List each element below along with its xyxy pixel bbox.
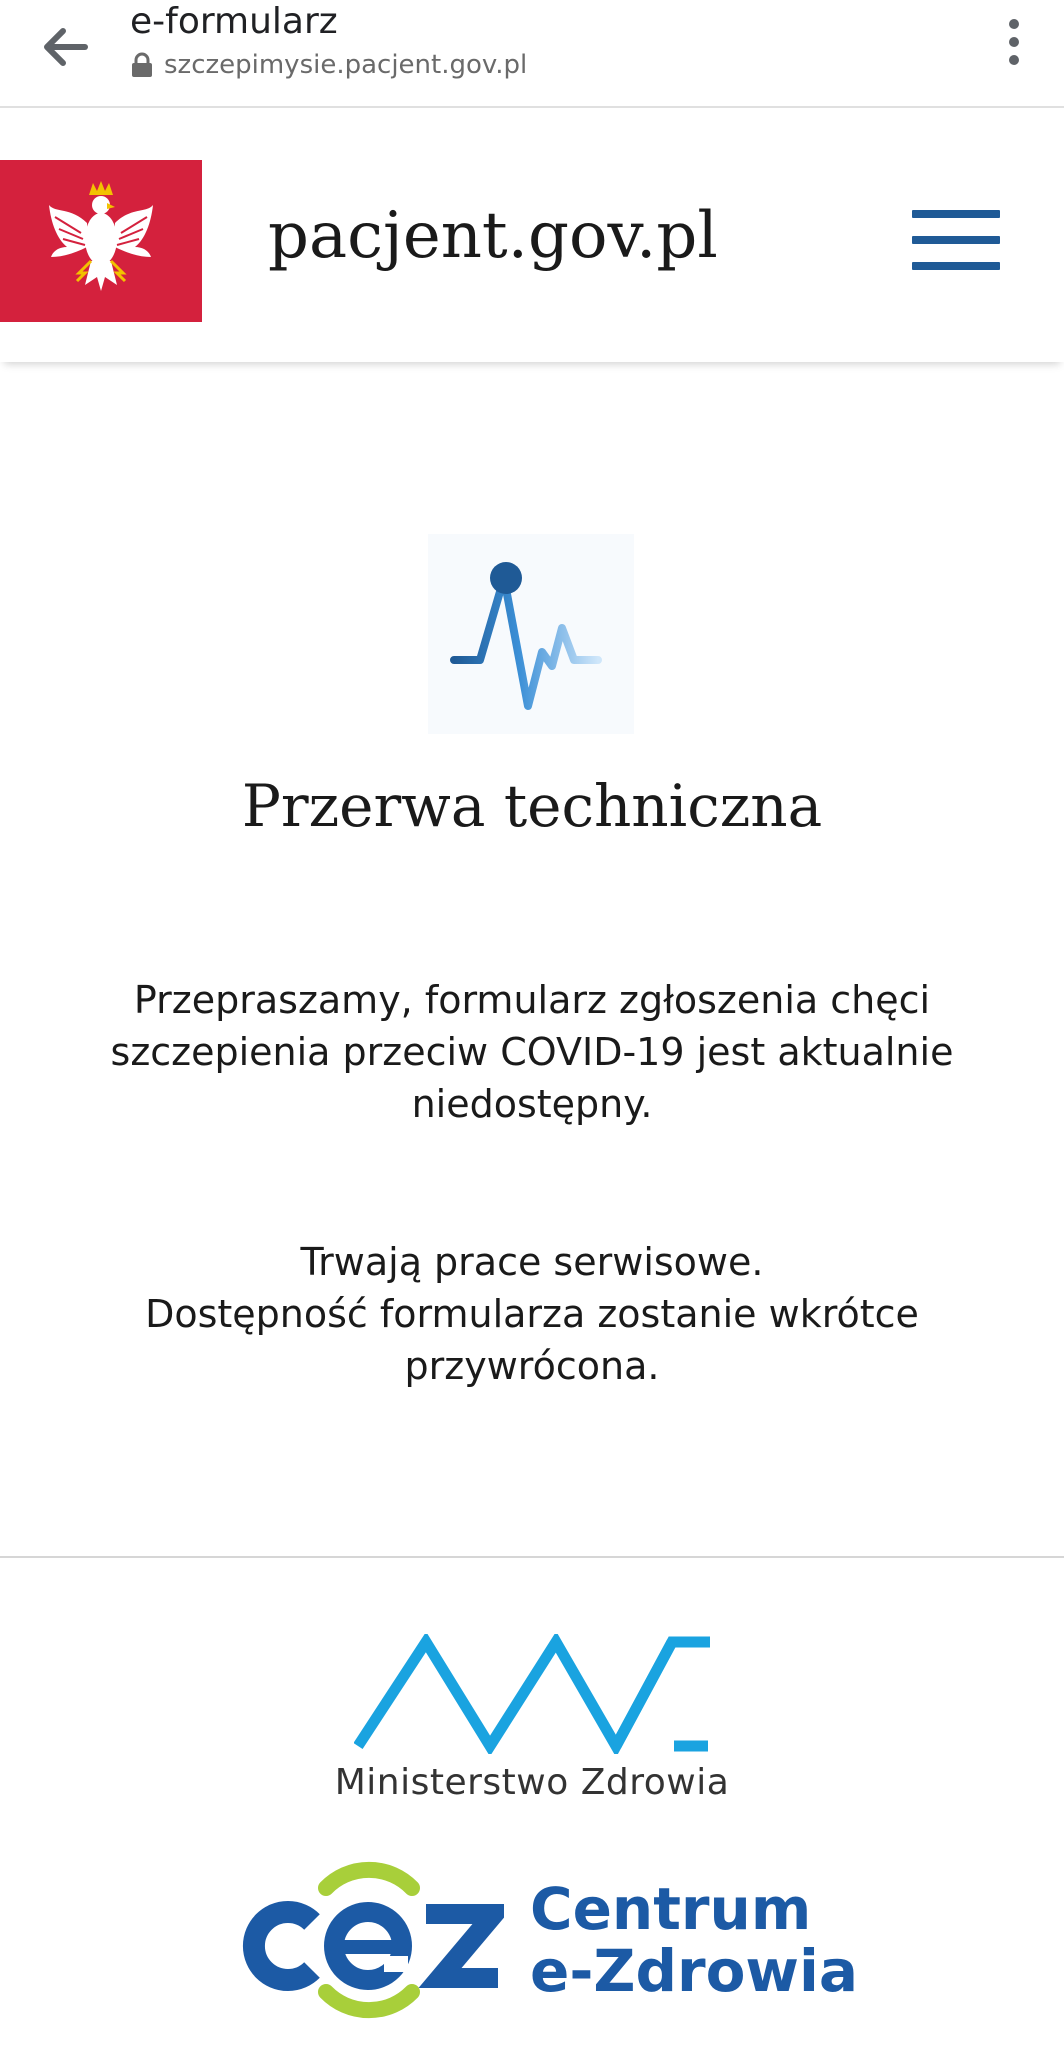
site-header <box>0 108 1064 362</box>
more-options-button[interactable] <box>994 12 1034 72</box>
cez-name-line: Centrum <box>530 1875 812 1943</box>
page-tab-title: e-formularz <box>130 1 338 42</box>
cez-name-line: e-Zdrowia <box>530 1937 859 2005</box>
browser-toolbar <box>0 0 1064 108</box>
site-name-link[interactable]: pacjent.gov.pl <box>268 199 718 273</box>
more-vertical-icon <box>1009 19 1019 29</box>
message-line: Przepraszamy, formularz zgłoszenia chęci <box>133 978 931 1022</box>
polish-eagle-emblem[interactable] <box>0 160 202 322</box>
more-vertical-icon <box>1009 37 1019 47</box>
address-block[interactable] <box>130 0 527 80</box>
url-text: szczepimysie.pacjent.gov.pl <box>164 50 528 80</box>
page-title: Przerwa techniczna <box>241 772 823 840</box>
heartbeat-pulse-icon <box>428 534 634 734</box>
hamburger-menu-button[interactable] <box>912 210 1000 270</box>
message-line: niedostępny. <box>411 1082 653 1126</box>
unavailable-message <box>82 974 982 1130</box>
maintenance-message <box>82 1236 982 1392</box>
cez-name <box>530 1875 859 2005</box>
message-line: Dostępność formularza zostanie wkrótce <box>145 1292 919 1336</box>
hamburger-menu-icon <box>912 210 1000 218</box>
url-row[interactable] <box>130 50 527 80</box>
hamburger-menu-icon <box>912 262 1000 270</box>
eagle-icon <box>41 177 161 305</box>
back-button[interactable] <box>30 12 100 82</box>
ministry-of-health-logo[interactable] <box>354 1634 710 1754</box>
back-arrow-icon <box>41 27 89 67</box>
message-line: szczepienia przeciw COVID-19 jest aktualnie <box>110 1030 954 1074</box>
cez-logo[interactable] <box>234 1852 504 2024</box>
message-line: przywrócona. <box>404 1344 660 1388</box>
hamburger-menu-icon <box>912 236 1000 244</box>
lock-icon <box>130 52 154 78</box>
more-vertical-icon <box>1009 55 1019 65</box>
message-line: Trwają prace serwisowe. <box>300 1240 764 1284</box>
footer-divider <box>0 1556 1064 1558</box>
ministry-caption: Ministerstwo Zdrowia <box>334 1762 730 1803</box>
